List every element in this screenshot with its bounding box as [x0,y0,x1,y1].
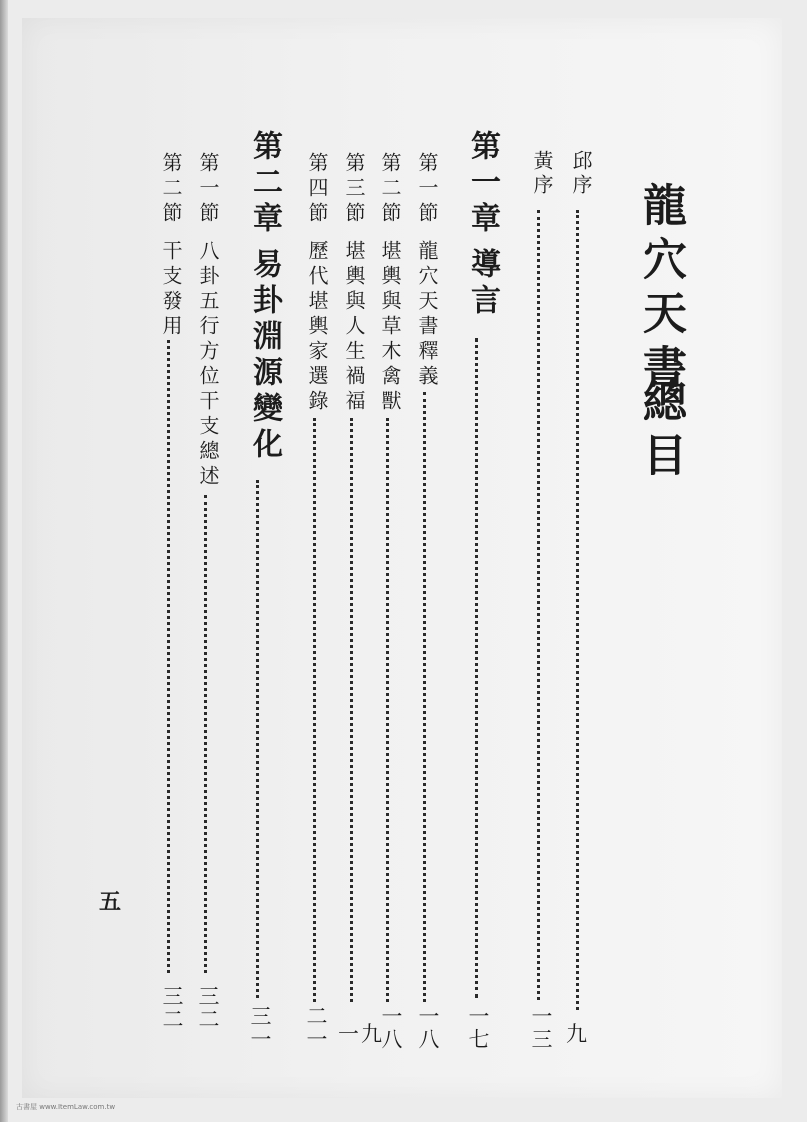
section-heading: 總目 [635,378,686,486]
chapter-2-title: 易卦淵源變化 [247,248,282,464]
footer-watermark: 古書屋 www.ItemLaw.com.tw [16,1103,116,1111]
leader-dots [256,480,259,998]
ch2-sec1-title-wrap [194,240,223,490]
chapter-2-title-wrap [242,248,286,464]
leader-dots [167,340,170,973]
ch1-sec2-title: 堪輿與草木禽獸 [378,240,402,415]
ch1-sec3-title: 堪輿與人生禍福 [342,240,366,415]
leader-dots [475,338,478,998]
toc-entry-ch2-sec2[interactable] [157,152,186,227]
ch2-sec2-title-wrap [157,240,186,340]
toc-entry-preface-1[interactable] [567,150,596,198]
preface-2-label: 黃序 [530,150,554,198]
leader-dots [386,418,389,1002]
ch1-sec2-page: 一八 [379,1005,403,1051]
ch2-sec2-number: 第二節 [159,152,183,227]
ch1-sec1-title-wrap [413,240,442,390]
ch1-sec1-number: 第一節 [415,152,439,227]
leader-dots [537,210,540,1000]
page-number: 五 [99,889,122,915]
toc-entry-ch1-sec3[interactable] [340,152,369,227]
chapter-1-title: 導言 [465,248,500,320]
toc-entry-preface-2[interactable] [528,150,557,198]
chapter-1-page: 一七 [466,1005,490,1051]
ch1-sec3-number: 第三節 [342,152,366,227]
title-column [628,182,692,398]
ch2-sec2-title: 干支發用 [159,240,183,340]
ch1-sec3-title-wrap [340,240,369,415]
ch2-sec1-page: 三二 [196,985,220,1031]
leader-dots [576,210,579,1010]
toc-entry-chapter-1[interactable] [460,130,504,238]
toc-entry-ch1-sec1[interactable] [413,152,442,227]
leader-dots [313,418,316,1002]
toc-entry-chapter-2[interactable] [242,130,286,238]
chapter-2-page: 三一 [248,1005,272,1051]
preface-1-page: 九 [566,1022,589,1046]
ch1-sec4-page: 二一 [304,1005,328,1051]
ch1-sec2-number: 第二節 [378,152,402,227]
chapter-1-title-wrap [460,248,504,320]
heading-column [628,378,692,486]
leader-dots [423,392,426,1002]
toc-entry-ch2-sec1[interactable] [194,152,223,227]
chapter-1-label: 第一章 [465,130,500,238]
book-spine-shadow [0,0,8,1122]
toc-entry-ch1-sec4[interactable] [303,152,332,227]
chapter-2-label: 第二章 [247,130,282,238]
leader-dots [350,418,353,1002]
ch1-sec2-title-wrap [376,240,405,415]
preface-1-label: 邱序 [569,150,593,198]
leader-dots [204,495,207,973]
book-title: 龍穴天書 [635,182,686,398]
ch2-sec1-title: 八卦五行方位干支總述 [196,240,220,490]
ch2-sec2-page: 三二 [160,985,184,1031]
toc-entry-ch1-sec2[interactable] [376,152,405,227]
ch1-sec3-page: 一九 [338,1022,384,1046]
ch1-sec1-title: 龍穴天書釋義 [415,240,439,390]
ch1-sec4-title: 歷代堪輿家選錄 [305,240,329,415]
ch2-sec1-number: 第一節 [196,152,220,227]
ch1-sec4-title-wrap [303,240,332,415]
ch1-sec4-number: 第四節 [305,152,329,227]
preface-2-page: 一三 [529,1005,553,1051]
ch1-sec1-page: 一八 [416,1005,440,1051]
